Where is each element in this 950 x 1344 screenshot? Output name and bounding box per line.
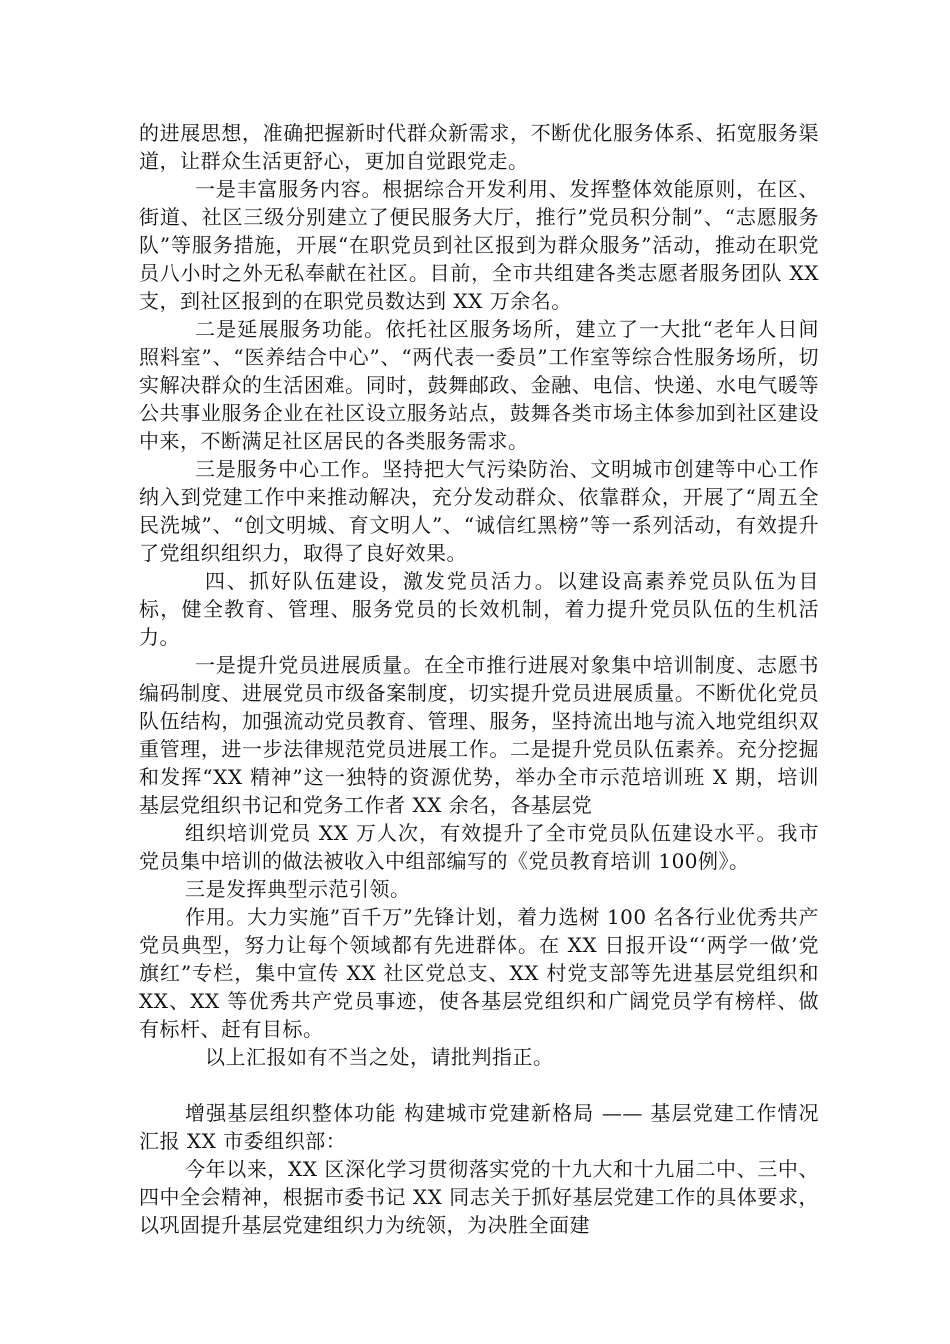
section-gap — [139, 1071, 819, 1099]
paragraph-member-quality: 一是提升党员进展质量。在全市推行进展对象集中培训制度、志愿书编码制度、进展党员市级备案制度，切实提升党员进展质量。不断优化党员队伍结构，加强流动党员教育、管理、服务，坚持流出地与流入地党组织双重管理，进一步法律规范党员进展工作。二是提升党员队伍素养。充分挖掘和发挥“XX 精神”这一独特的资源优势，举办全市示范培训班 X 期，培训基层党组织书记和党务工作者 XX 余名，各基层党 — [139, 653, 819, 817]
paragraph-report-opening: 今年以来，XX 区深化学习贯彻落实党的十九大和十九届二中、三中、四中全会精神，根据市委书记 XX 同志关于抓好基层党建工作的具体要求，以巩固提升基层党建组织力为统领，为决胜全面建 — [139, 1157, 819, 1237]
paragraph-intro: 的进展思想，准确把握新时代群众新需求，不断优化服务体系、拓宽服务渠道，让群众生活更舒心，更加自觉跟党走。 — [139, 121, 819, 173]
paragraph-service-function: 二是延展服务功能。依托社区服务场所，建立了一大批“老年人日间照料室”、“医养结合中心”、“两代表一委员”工作室等综合性服务场所，切实解决群众的生活困难。同时，鼓舞邮政、金融、电信、快递、水电气暖等公共事业服务企业在社区设立服务站点，鼓舞各类市场主体参加到社区建设中来，不断满足社区居民的各类服务需求。 — [139, 317, 819, 453]
paragraph-closing: 以上汇报如有不当之处，请批判指正。 — [205, 1045, 554, 1069]
document-body — [139, 119, 819, 1239]
paragraph-report-title: 增强基层组织整体功能 构建城市党建新格局 —— 基层党建工作情况汇报 XX 市委组织部： — [139, 1101, 819, 1153]
paragraph-central-work: 三是服务中心工作。坚持把大气污染防治、文明城市创建等中心工作纳入到党建工作中来推动解决，充分发动群众、依靠群众，开展了“周五全民洗城”、“创文明城、育文明人”、“诚信红黑榜”等一系列活动，有效提升了党组织组织力，取得了良好效果。 — [139, 457, 819, 565]
paragraph-typical-example: 三是发挥典型示范引领。 — [185, 877, 411, 901]
paragraph-service-content: 一是丰富服务内容。根据综合开发利用、发挥整体效能原则，在区、街道、社区三级分别建立了便民服务大厅，推行”党员积分制”、“志愿服务队”等服务措施，开展“在职党员到社区报到为群众服务”活动，推动在职党员八小时之外无私奉献在社区。目前，全市共组建各类志愿者服务团队 XX支，到社区报到的在职党员数达到 XX 万余名。 — [139, 177, 819, 313]
paragraph-team-building: 四、抓好队伍建设，激发党员活力。以建设高素养党员队伍为目标，健全教育、管理、服务党员的长效机制，着力提升党员队伍的生机活力。 — [139, 569, 819, 649]
paragraph-member-training: 组织培训党员 XX 万人次，有效提升了全市党员队伍建设水平。我市党员集中培训的做法被收入中组部编写的《党员教育培训 100例》。 — [139, 821, 819, 873]
paragraph-role: 作用。大力实施”百千万”先锋计划，着力选树 100 名各行业优秀共产党员典型，努力让每个领域都有先进群体。在 XX 日报开设“‘两学一做’党旗红”专栏，集中宣传 XX 社区党总支、XX 村党支部等先进基层党组织和 XX、XX 等优秀共产党员事迹，使各基层党组织和广阔党员学有榜样、做有标杆、赶有目标。 — [139, 905, 819, 1041]
